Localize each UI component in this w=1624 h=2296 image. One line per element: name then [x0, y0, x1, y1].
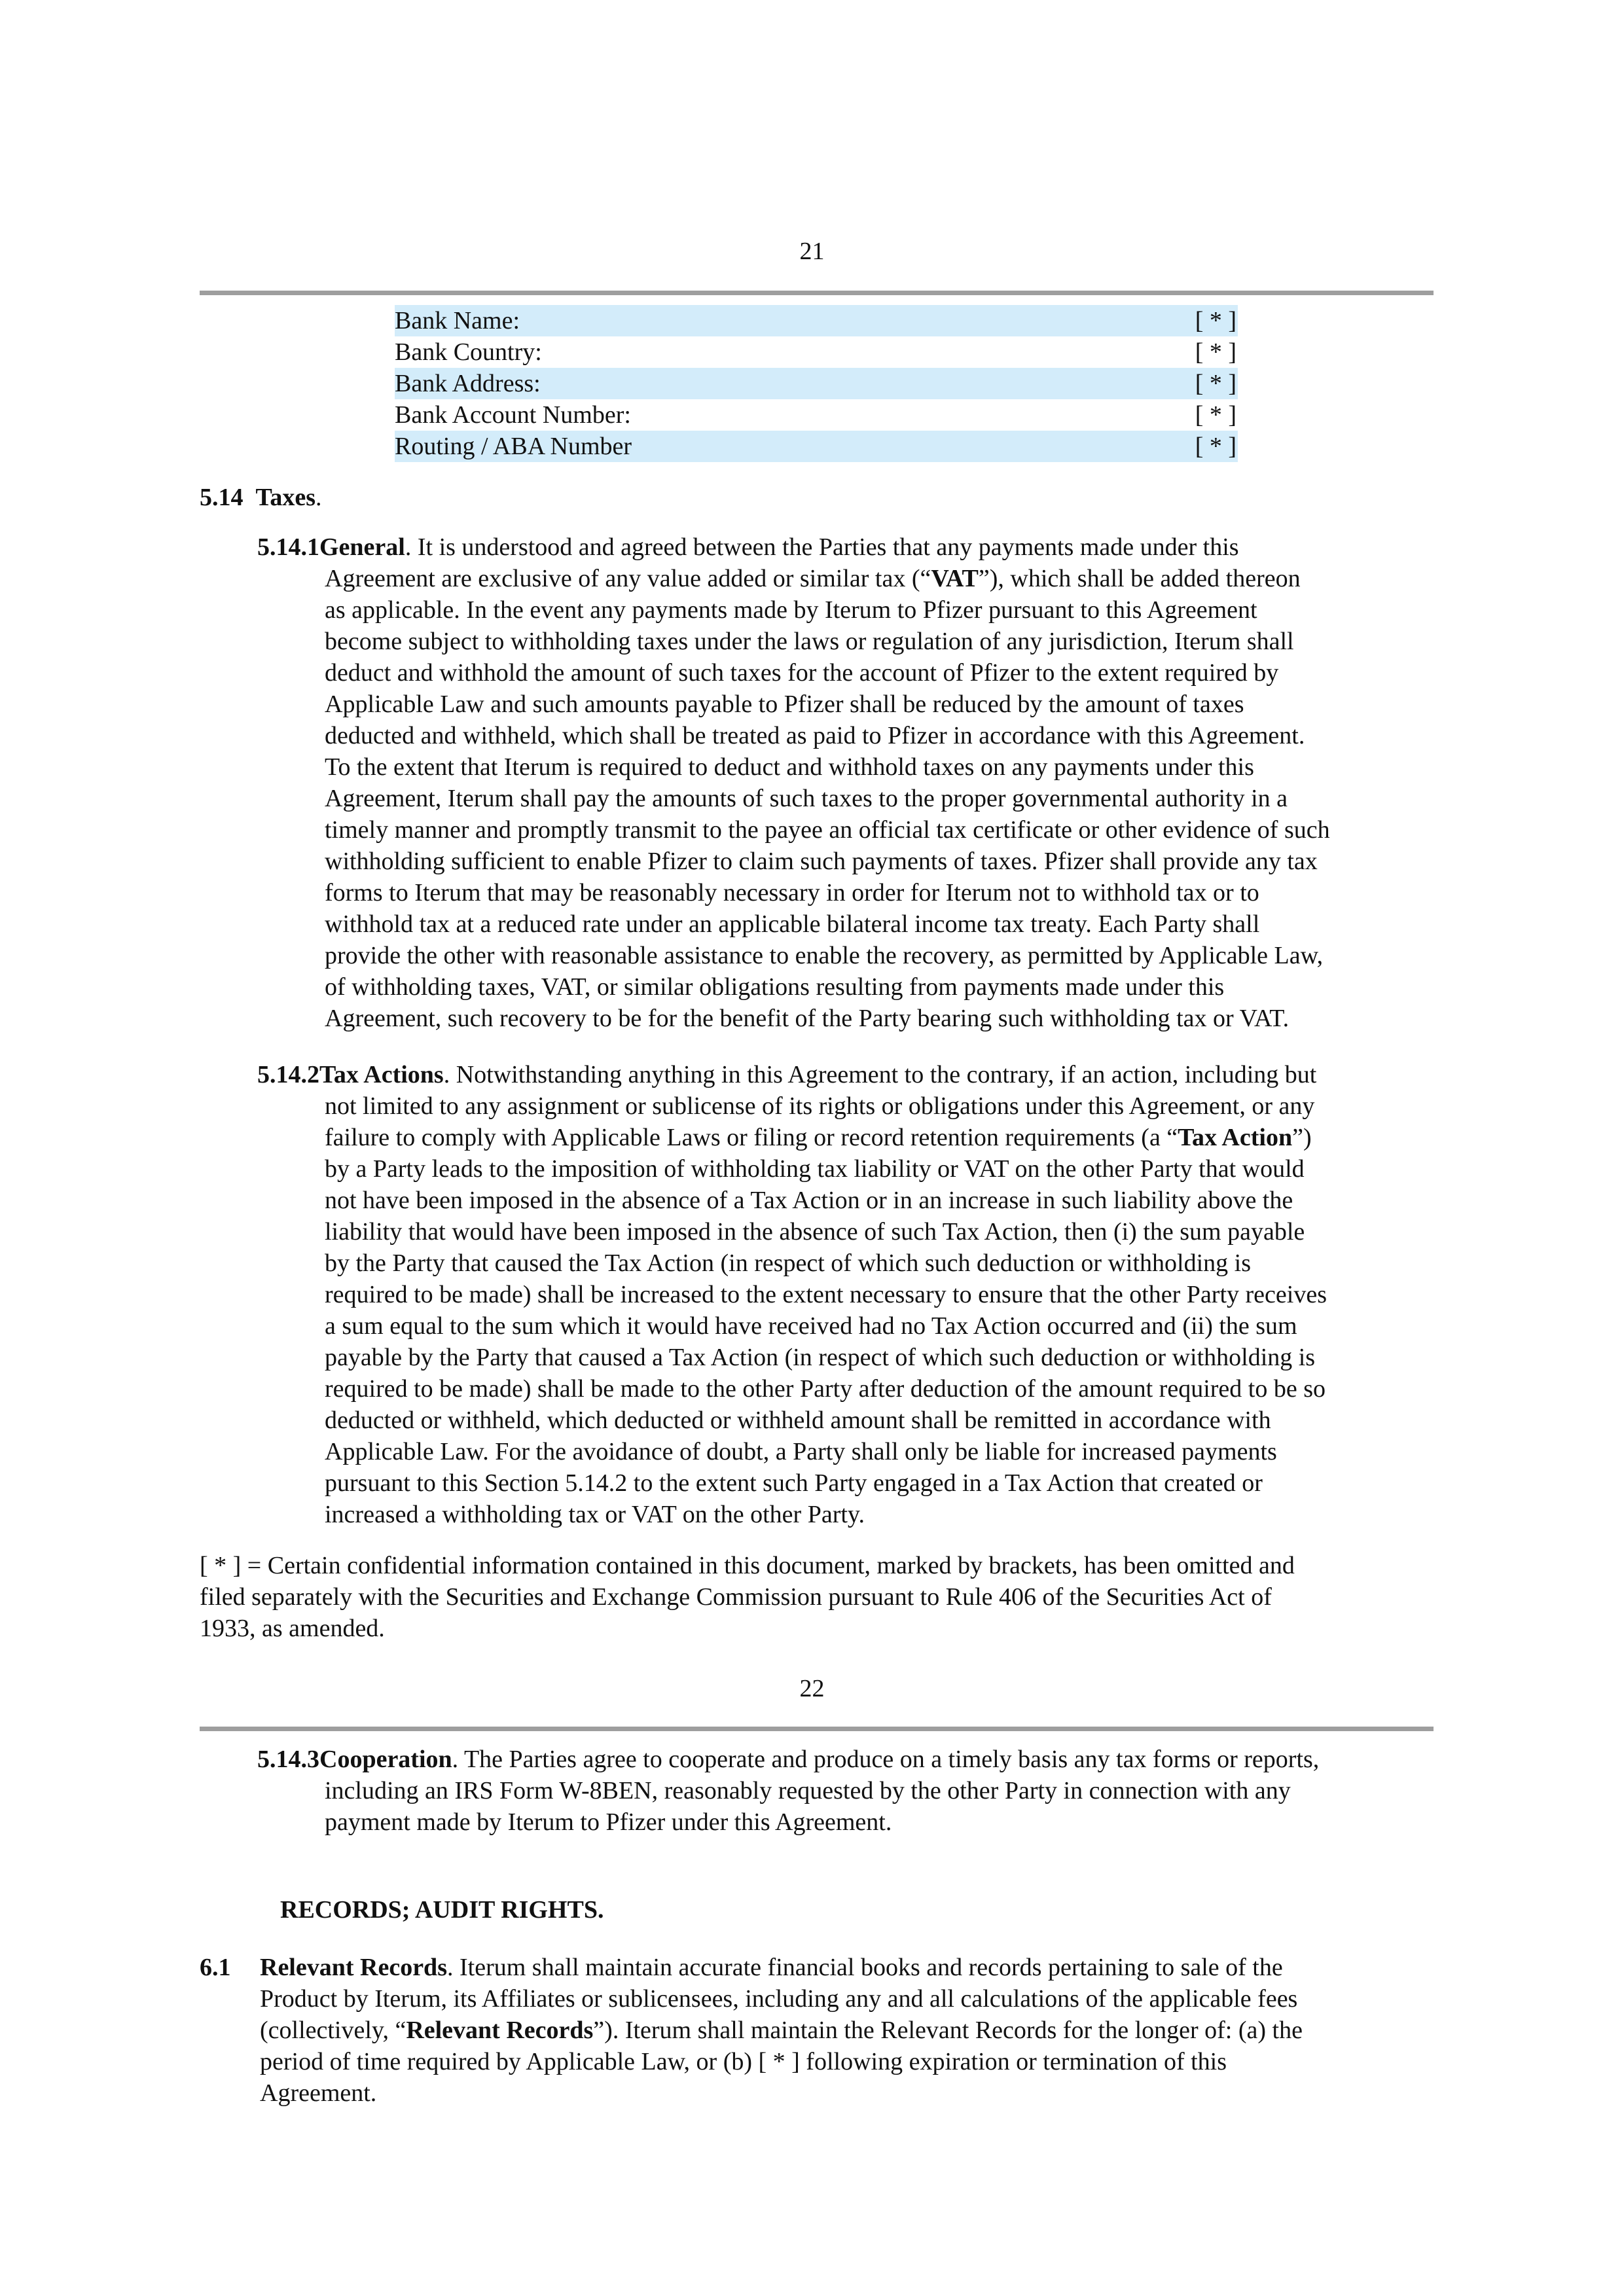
bank-row-account-number [395, 399, 1238, 431]
clause-tax-actions [257, 1059, 1435, 1530]
clause-text: payment made by Iterum to Pfizer under this Agreement. [325, 1808, 892, 1836]
bank-row-label: Bank Country: [395, 338, 542, 366]
clause-text: withholding sufficient to enable Pfizer to claim such payments of taxes. Pfizer shall provide any tax [325, 848, 1318, 875]
clause-text: a sum equal to the sum which it would have received had no Tax Action occurred and (ii) the sum [325, 1312, 1297, 1340]
section-text: (collectively, “ [260, 2017, 406, 2044]
bank-row-country [395, 336, 1238, 368]
section-text: Agreement. [260, 2079, 377, 2107]
clause-text: withhold tax at a reduced rate under an applicable bilateral income tax treaty. Each Party shall [325, 910, 1260, 938]
defined-term: Tax Action [1178, 1124, 1293, 1151]
clause-text: payable by the Party that caused a Tax Action (in respect of which such deduction or withholding is [325, 1344, 1316, 1371]
section-relevant-records [200, 1952, 1443, 2109]
section-heading-taxes: 5.14 Taxes. [200, 484, 322, 511]
page-number: 22 [799, 1675, 825, 1702]
clause-cooperation [257, 1744, 1435, 1838]
section-text: Product by Iterum, its Affiliates or sublicensees, including any and all calculations of the applicable fees [260, 1985, 1298, 2013]
bank-row-label: Bank Address: [395, 370, 541, 397]
clause-text: timely manner and promptly transmit to the payee an official tax certificate or other evidence of such [325, 816, 1330, 844]
clause-text: liability that would have been imposed in the absence of such Tax Action, then (i) the sum payable [325, 1218, 1305, 1246]
clause-text: ”) [1292, 1124, 1312, 1151]
bank-row-value: [ * ] [1195, 338, 1236, 366]
clause-text: . The Parties agree to cooperate and produce on a timely basis any tax forms or reports, [452, 1746, 1320, 1773]
bank-row-label: Bank Account Number: [395, 401, 631, 429]
clause-text: Agreement are exclusive of any value added or similar tax (“ [325, 565, 931, 592]
header-rule [200, 1727, 1434, 1731]
section-number: 5.14 [200, 484, 244, 511]
clause-title: General [319, 533, 405, 561]
clause-text: become subject to withholding taxes under the laws or regulation of any jurisdiction, Iterum shall [325, 628, 1294, 655]
header-rule [200, 291, 1434, 295]
defined-term: VAT [931, 565, 979, 592]
clause-text: . It is understood and agreed between the Parties that any payments made under this [405, 533, 1239, 561]
clause-text: increased a withholding tax or VAT on the other Party. [325, 1501, 865, 1528]
clause-text: deducted or withheld, which deducted or withheld amount shall be remitted in accordance with [325, 1407, 1271, 1434]
clause-general [257, 531, 1435, 1034]
clause-text: provide the other with reasonable assistance to enable the recovery, as permitted by Applicable Law, [325, 942, 1324, 969]
bank-row-value: [ * ] [1195, 401, 1236, 429]
clause-title: Cooperation [319, 1746, 452, 1773]
clause-text: of withholding taxes, VAT, or similar obligations resulting from payments made under this [325, 973, 1225, 1001]
clause-text: deduct and withhold the amount of such taxes for the account of Pfizer to the extent required by [325, 659, 1279, 687]
defined-term: Relevant Records [406, 2017, 594, 2044]
bank-row-address [395, 368, 1238, 399]
footnote-line: 1933, as amended. [200, 1615, 385, 1642]
section-text: ”). Iterum shall maintain the Relevant Records for the longer of: (a) the [593, 2017, 1303, 2044]
clause-text: by a Party leads to the imposition of withholding tax liability or VAT on the other Party that would [325, 1155, 1305, 1183]
section-text: period of time required by Applicable Law, or (b) [ * ] following expiration or termination of this [260, 2048, 1227, 2075]
bank-row-value: [ * ] [1195, 370, 1236, 397]
bank-row-name [395, 305, 1238, 336]
clause-text: To the extent that Iterum is required to deduct and withhold taxes on any payments under this [325, 753, 1254, 781]
clause-text: including an IRS Form W-8BEN, reasonably requested by the other Party in connection with any [325, 1777, 1291, 1804]
clause-text: not limited to any assignment or sublicense of its rights or obligations under this Agreement, or any [325, 1092, 1315, 1120]
bank-row-label: Routing / ABA Number [395, 433, 632, 460]
bank-row-value: [ * ] [1195, 307, 1236, 334]
clause-text: by the Party that caused the Tax Action (in respect of which such deduction or withholding is [325, 1249, 1251, 1277]
clause-title: Tax Actions [319, 1061, 444, 1088]
section-text: . Iterum shall maintain accurate financial books and records pertaining to sale of the [446, 1954, 1283, 1981]
clause-text: required to be made) shall be made to the other Party after deduction of the amount required to be so [325, 1375, 1326, 1403]
clause-text: forms to Iterum that may be reasonably necessary in order for Iterum not to withhold tax or to [325, 879, 1259, 906]
bank-row-value: [ * ] [1195, 433, 1236, 460]
section-number: 6.1 [200, 1954, 231, 1981]
footnote-line: [ * ] = Certain confidential information contained in this document, marked by brackets, has been omitted and [200, 1552, 1295, 1579]
confidentiality-footnote [200, 1550, 1443, 1644]
clause-text: as applicable. In the event any payments made by Iterum to Pfizer pursuant to this Agreement [325, 596, 1257, 624]
clause-text: not have been imposed in the absence of a Tax Action or in an increase in such liability above the [325, 1187, 1293, 1214]
clause-text: deducted and withheld, which shall be treated as paid to Pfizer in accordance with this Agreement. [325, 722, 1305, 749]
article-heading: RECORDS; AUDIT RIGHTS. [280, 1896, 604, 1924]
clause-text: Applicable Law. For the avoidance of doubt, a Party shall only be liable for increased payments [325, 1438, 1277, 1465]
clause-number: 5.14.2 [257, 1061, 319, 1088]
page-number: 21 [799, 238, 825, 265]
clause-text: ”), which shall be added thereon [978, 565, 1301, 592]
section-title: Taxes [255, 484, 316, 511]
clause-text: pursuant to this Section 5.14.2 to the extent such Party engaged in a Tax Action that created or [325, 1469, 1263, 1497]
clause-number: 5.14.3 [257, 1746, 319, 1773]
clause-text: required to be made) shall be increased to the extent necessary to ensure that the other Party receives [325, 1281, 1327, 1308]
clause-text: Applicable Law and such amounts payable to Pfizer shall be reduced by the amount of taxes [325, 691, 1244, 718]
clause-text: . Notwithstanding anything in this Agreement to the contrary, if an action, including but [443, 1061, 1317, 1088]
footnote-line: filed separately with the Securities and Exchange Commission pursuant to Rule 406 of the Securities Act of [200, 1583, 1272, 1611]
clause-text: failure to comply with Applicable Laws or filing or record retention requirements (a “ [325, 1124, 1178, 1151]
section-title: Relevant Records [260, 1954, 447, 1981]
bank-row-routing [395, 431, 1238, 462]
bank-details-table [395, 305, 1238, 462]
bank-row-label: Bank Name: [395, 307, 520, 334]
clause-text: Agreement, such recovery to be for the benefit of the Party bearing such withholding tax or VAT. [325, 1005, 1290, 1032]
clause-text: Agreement, Iterum shall pay the amounts of such taxes to the proper governmental authority in a [325, 785, 1288, 812]
clause-number: 5.14.1 [257, 533, 319, 561]
